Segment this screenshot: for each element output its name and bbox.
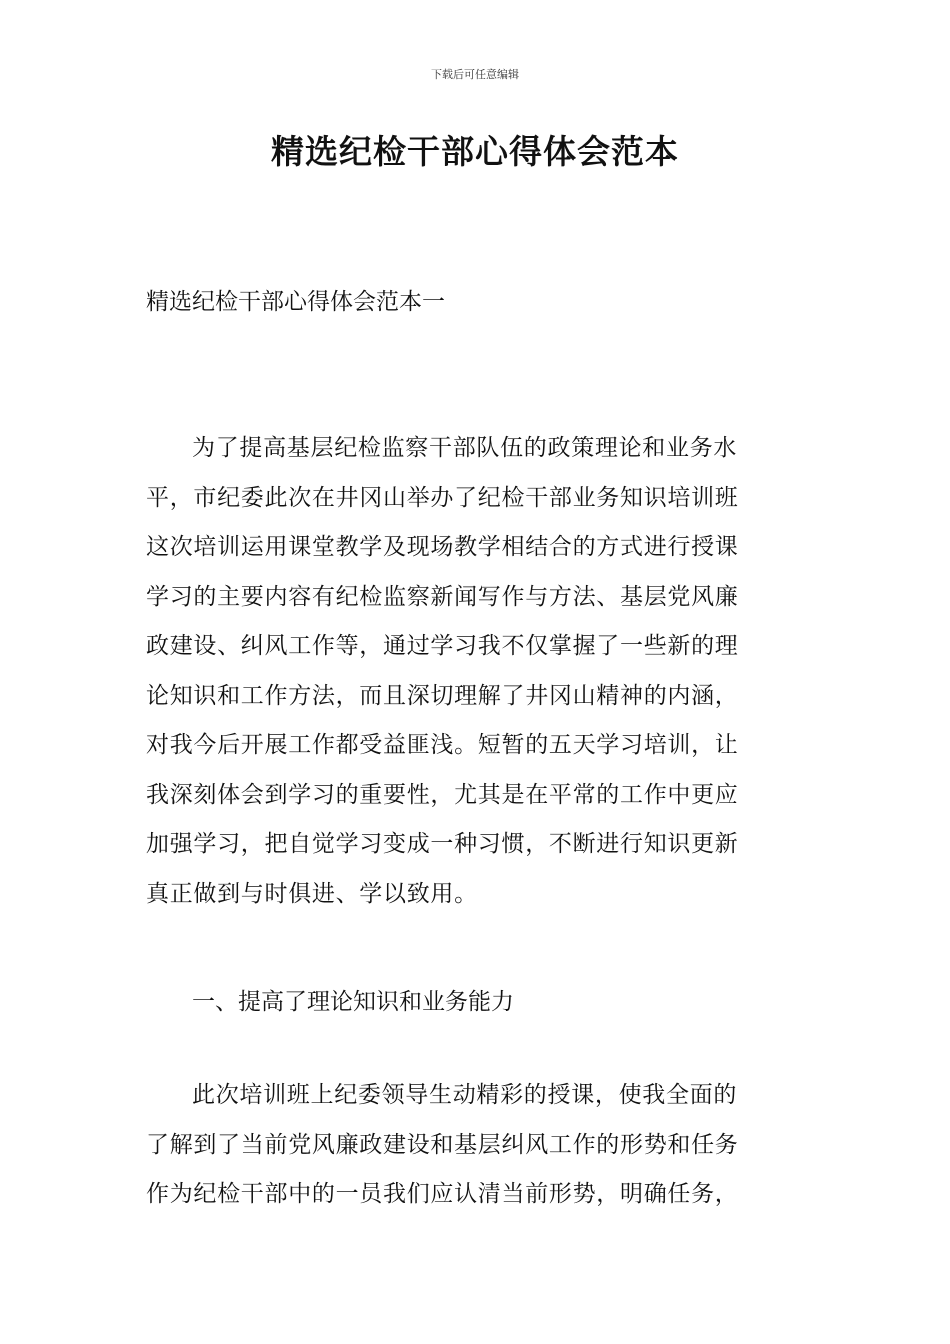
paragraph-intro: [146, 424, 806, 919]
paragraph-line: 平，市纪委此次在井冈山举办了纪检干部业务知识培训班: [146, 484, 739, 511]
paragraph-line: 作为纪检干部中的一员我们应认清当前形势，明确任务，: [146, 1181, 739, 1207]
paragraph-line: 加强学习，把自觉学习变成一种习惯，不断进行知识更新: [146, 831, 739, 857]
paragraph-line: 对我今后开展工作都受益匪浅。短暂的五天学习培训，让: [146, 732, 739, 758]
header-note: 下载后可任意编辑: [431, 68, 519, 81]
document-subtitle: 精选纪检干部心得体会范本一: [146, 289, 445, 315]
paragraph-line: 此次培训班上纪委领导生动精彩的授课，使我全面的: [192, 1082, 738, 1108]
paragraph-line: 学习的主要内容有纪检监察新闻写作与方法、基层党风廉: [146, 583, 739, 610]
paragraph-line: 真正做到与时俱进、学以致用。: [146, 880, 478, 907]
document-title: 精选纪检干部心得体会范本: [271, 132, 679, 171]
paragraph-line: 了解到了当前党风廉政建设和基层纠风工作的形势和任务: [146, 1131, 739, 1158]
paragraph-section-one: [146, 1071, 806, 1220]
paragraph-line: 论知识和工作方法，而且深切理解了井冈山精神的内涵，: [146, 682, 739, 709]
paragraph-line: 为了提高基层纪检监察干部队伍的政策理论和业务水: [192, 435, 738, 461]
section-heading: 一、提高了理论知识和业务能力: [192, 989, 514, 1015]
paragraph-line: 政建设、纠风工作等，通过学习我不仅掌握了一些新的理: [146, 633, 739, 659]
paragraph-line: 这次培训运用课堂教学及现场教学相结合的方式进行授课: [146, 534, 739, 560]
paragraph-line: 我深刻体会到学习的重要性，尤其是在平常的工作中更应: [146, 781, 739, 808]
